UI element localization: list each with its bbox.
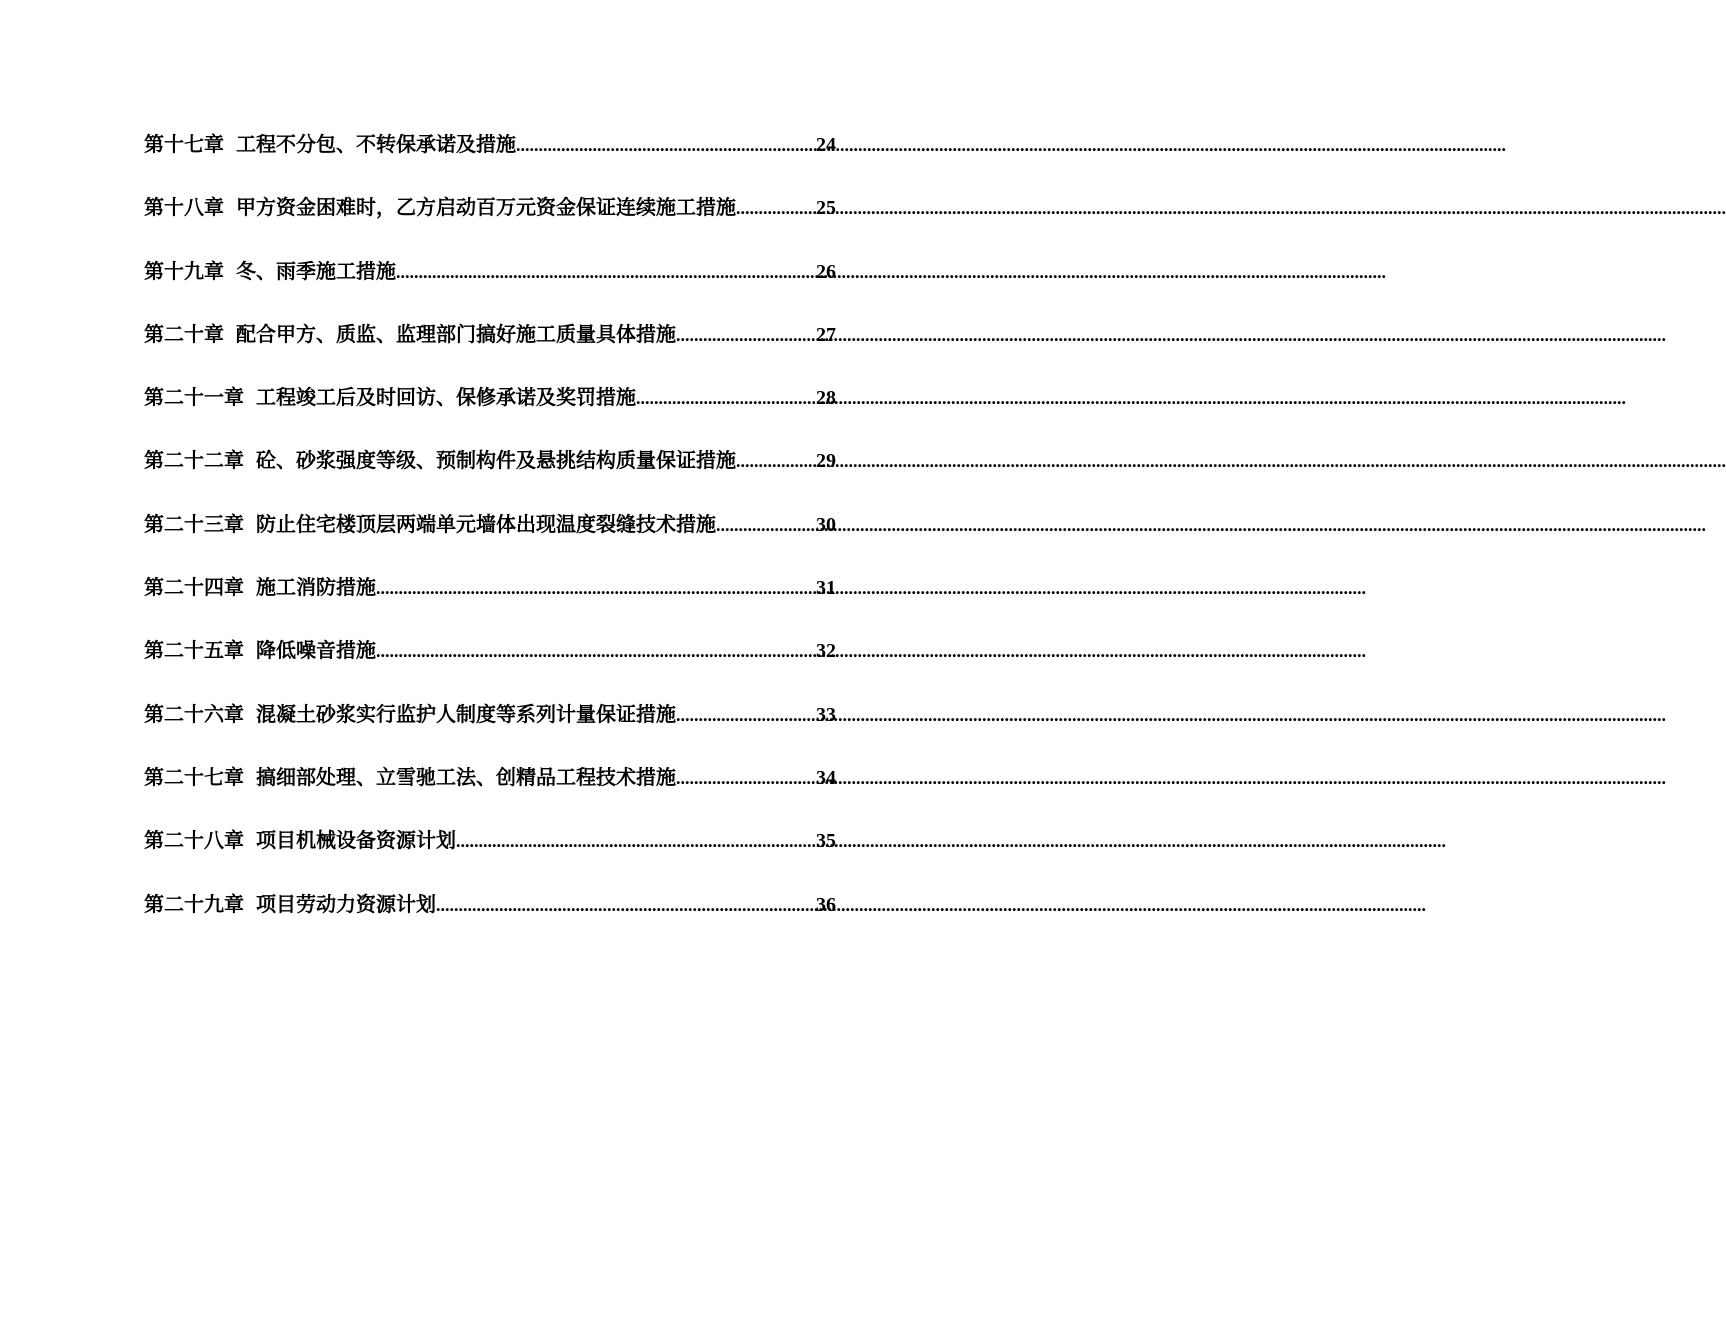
toc-chapter-number: 第二十八章 <box>144 828 244 853</box>
toc-dot-leader <box>736 451 816 472</box>
toc-chapter-title: 砼、砂浆强度等级、预制构件及悬挑结构质量保证措施 <box>256 448 736 473</box>
toc-entry[interactable] <box>144 255 836 318</box>
toc-chapter-title: 工程竣工后及时回访、保修承诺及奖罚措施 <box>256 385 636 410</box>
toc-chapter-title: 项目劳动力资源计划 <box>256 891 436 916</box>
toc-entry[interactable] <box>144 191 836 254</box>
toc-chapter-number: 第十八章 <box>144 195 224 220</box>
toc-dot-leader <box>396 262 816 283</box>
toc-dot-leader <box>636 388 816 409</box>
toc-dot-leader <box>676 768 816 789</box>
toc-chapter-number: 第二十九章 <box>144 891 244 916</box>
toc-chapter-number: 第二十七章 <box>144 764 244 789</box>
toc-entry[interactable] <box>144 128 836 191</box>
toc-chapter-number: 第二十一章 <box>144 385 244 410</box>
toc-page-number: 26 <box>816 260 836 283</box>
toc-page-number: 30 <box>816 513 836 536</box>
toc-dot-leader <box>376 578 816 599</box>
toc-chapter-title: 混凝土砂浆实行监护人制度等系列计量保证措施 <box>256 701 676 726</box>
toc-entry[interactable] <box>144 634 836 697</box>
toc-entry[interactable] <box>144 508 836 571</box>
toc-dot-leader <box>436 895 816 916</box>
toc-chapter-number: 第二十二章 <box>144 448 244 473</box>
toc-page-number: 28 <box>816 387 836 410</box>
toc-dot-leader <box>516 135 816 156</box>
toc-page-number: 24 <box>816 134 836 156</box>
toc-chapter-title: 施工消防措施 <box>256 575 376 600</box>
toc-dot-leader <box>676 705 816 726</box>
toc-dot-leader <box>676 325 816 346</box>
toc-chapter-title: 项目机械设备资源计划 <box>256 828 456 853</box>
toc-page-number: 35 <box>816 830 836 853</box>
toc-entry[interactable] <box>144 761 836 824</box>
toc-page-number: 34 <box>816 766 836 789</box>
toc-chapter-title: 降低噪音措施 <box>256 638 376 663</box>
toc-chapter-number: 第二十五章 <box>144 638 244 663</box>
toc-entry[interactable] <box>144 571 836 634</box>
toc-page-number: 32 <box>816 640 836 663</box>
toc-page-number: 25 <box>816 197 836 220</box>
toc-chapter-number: 第十九章 <box>144 258 224 283</box>
toc-page-number: 36 <box>816 893 836 916</box>
toc-chapter-title: 防止住宅楼顶层两端单元墙体出现温度裂缝技术措施 <box>256 511 716 536</box>
toc-dot-leader <box>456 831 816 852</box>
toc-page-number: 31 <box>816 577 836 600</box>
toc-chapter-number: 第二十六章 <box>144 701 244 726</box>
toc-chapter-title: 搞细部处理、立雪驰工法、创精品工程技术措施 <box>256 764 676 789</box>
toc-chapter-title: 工程不分包、不转保承诺及措施 <box>236 132 516 156</box>
toc-entry[interactable] <box>144 318 836 381</box>
toc-dot-leader <box>736 198 816 219</box>
toc-entry[interactable] <box>144 444 836 507</box>
toc-page-number: 29 <box>816 450 836 473</box>
toc-dot-leader <box>376 641 816 662</box>
toc-page-number: 27 <box>816 323 836 346</box>
toc-entry[interactable] <box>144 381 836 444</box>
toc-entry[interactable] <box>144 698 836 761</box>
toc-chapter-number: 第二十四章 <box>144 575 244 600</box>
toc-entry[interactable] <box>144 824 836 887</box>
table-of-contents <box>144 128 836 951</box>
toc-chapter-number: 第二十章 <box>144 321 224 346</box>
toc-page-number: 33 <box>816 703 836 726</box>
toc-entry[interactable] <box>144 888 836 951</box>
toc-chapter-title: 配合甲方、质监、监理部门搞好施工质量具体措施 <box>236 321 676 346</box>
toc-chapter-title: 甲方资金困难时，乙方启动百万元资金保证连续施工措施 <box>236 195 736 220</box>
toc-chapter-number: 第二十三章 <box>144 511 244 536</box>
toc-dot-leader <box>716 515 816 536</box>
toc-chapter-title: 冬、雨季施工措施 <box>236 258 396 283</box>
toc-chapter-number: 第十七章 <box>144 132 224 156</box>
